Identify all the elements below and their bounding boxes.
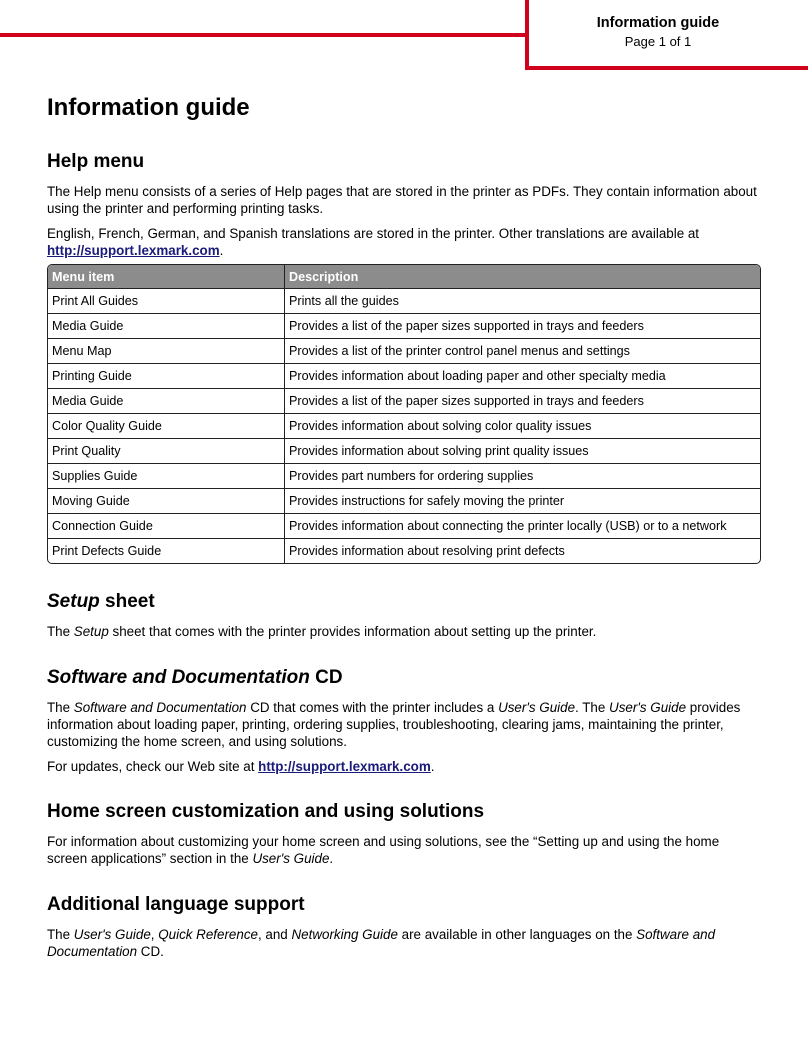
table-row (48, 464, 760, 489)
translations-end: . (219, 243, 224, 258)
support-link[interactable]: http://support.lexmark.com (258, 759, 431, 774)
updates-text: For updates, check our Web site at (47, 759, 259, 774)
description-cell: Provides information about solving color quality issues (285, 414, 760, 439)
setup-sheet-heading (47, 590, 155, 614)
help-menu-intro: The Help menu consists of a series of Help pages that are stored in the printer as PDFs. They contain information about using the printer and performing printing tasks. (47, 184, 757, 216)
menu-item-cell: Media Guide (48, 314, 285, 339)
help-menu-translations (47, 225, 763, 259)
text-run: , (150, 927, 159, 942)
document-title: Information guide (47, 94, 250, 121)
home-screen-heading: Home screen customization and using solutions (47, 801, 485, 822)
description-cell: Provides instructions for safely moving the printer (285, 489, 760, 514)
table-row (48, 339, 760, 364)
menu-item-cell: Print All Guides (48, 289, 285, 314)
menu-item-cell: Color Quality Guide (48, 414, 285, 439)
software-heading-italic: Software and Documentation (47, 667, 310, 688)
text-run: The (47, 700, 74, 715)
setup-heading-italic: Setup (47, 591, 100, 612)
text-run: The (47, 624, 74, 639)
table-row (48, 289, 760, 314)
column-header-menu-item: Menu item (48, 265, 285, 289)
table-row (48, 514, 760, 539)
text-run-italic: Setup (73, 624, 109, 639)
help-menu-heading: Help menu (47, 151, 145, 172)
menu-item-cell: Supplies Guide (48, 464, 285, 489)
table-row (48, 364, 760, 389)
header-title: Information guide (596, 15, 720, 31)
updates-paragraph (47, 758, 763, 775)
menu-item-cell: Connection Guide (48, 514, 285, 539)
setup-heading-rest: sheet (99, 591, 155, 612)
text-run-italic: User's Guide (609, 700, 687, 715)
description-cell: Provides a list of the paper sizes supported in trays and feeders (285, 314, 760, 339)
header-page-number: Page 1 of 1 (624, 34, 692, 49)
menu-item-cell: Print Quality (48, 439, 285, 464)
home-screen-paragraph (47, 833, 763, 867)
software-cd-paragraph (47, 699, 763, 750)
setup-sheet-paragraph (47, 623, 763, 640)
text-run-italic: User's Guide (73, 927, 151, 942)
text-run-italic: Software and Documentation (47, 927, 716, 959)
text-run-italic: User's Guide (252, 851, 330, 866)
description-cell: Provides part numbers for ordering supplies (285, 464, 760, 489)
text-run-italic: User's Guide (498, 700, 576, 715)
text-run-italic: Software and Documentation (73, 700, 247, 715)
text-run: , and (257, 927, 292, 942)
menu-item-cell: Menu Map (48, 339, 285, 364)
table-row (48, 314, 760, 339)
description-cell: Provides information about solving print quality issues (285, 439, 760, 464)
table-row (48, 389, 760, 414)
updates-end: . (430, 759, 435, 774)
description-cell: Provides information about resolving print defects (289, 544, 565, 558)
menu-item-cell: Moving Guide (48, 489, 285, 514)
language-support-paragraph (47, 926, 763, 960)
text-run: The (47, 927, 74, 942)
software-heading-rest: CD (309, 667, 343, 688)
description-cell: Provides information about loading paper and other specialty media (285, 364, 760, 389)
menu-item-cell: Printing Guide (48, 364, 285, 389)
table-header-row (48, 265, 760, 289)
menu-item-cell: Media Guide (48, 389, 285, 414)
description-cell: Provides a list of the printer control panel menus and settings (285, 339, 760, 364)
table-row (48, 439, 760, 464)
description-cell: Prints all the guides (285, 289, 760, 314)
header-red-rule (0, 33, 528, 37)
column-header-description: Description (285, 265, 760, 289)
table-row (48, 489, 760, 514)
software-cd-heading (47, 666, 343, 690)
description-cell: Provides a list of the paper sizes supported in trays and feeders (285, 389, 760, 414)
text-run: provides information about loading paper, printing, ordering supplies, troubleshooting, clearing jams, maintaining the printer, customizing the home screen, and using solutions. (47, 700, 741, 749)
menu-item-cell: Print Defects Guide (48, 539, 285, 563)
text-run: are available in other languages on the (397, 927, 637, 942)
text-run: For information about customizing your home screen and using solutions, see the “Setting up and using the home screen applications” section in the (47, 834, 720, 866)
text-run-italic: Quick Reference (158, 927, 258, 942)
table-row (48, 414, 760, 439)
text-run: . The (575, 700, 610, 715)
description-cell: Provides information about connecting the printer locally (USB) or to a network (285, 514, 760, 539)
table-row (48, 539, 760, 563)
text-run: CD that comes with the printer includes a (246, 700, 499, 715)
language-support-heading: Additional language support (47, 894, 305, 915)
text-run: CD. (137, 944, 164, 959)
support-link[interactable]: http://support.lexmark.com (47, 243, 220, 258)
text-run: . (329, 851, 334, 866)
text-run-italic: Networking Guide (291, 927, 398, 942)
translations-text: English, French, German, and Spanish translations are stored in the printer. Other translations are available at (47, 226, 700, 241)
text-run: sheet that comes with the printer provides information about setting up the printer. (108, 624, 597, 639)
help-menu-table (47, 264, 761, 564)
